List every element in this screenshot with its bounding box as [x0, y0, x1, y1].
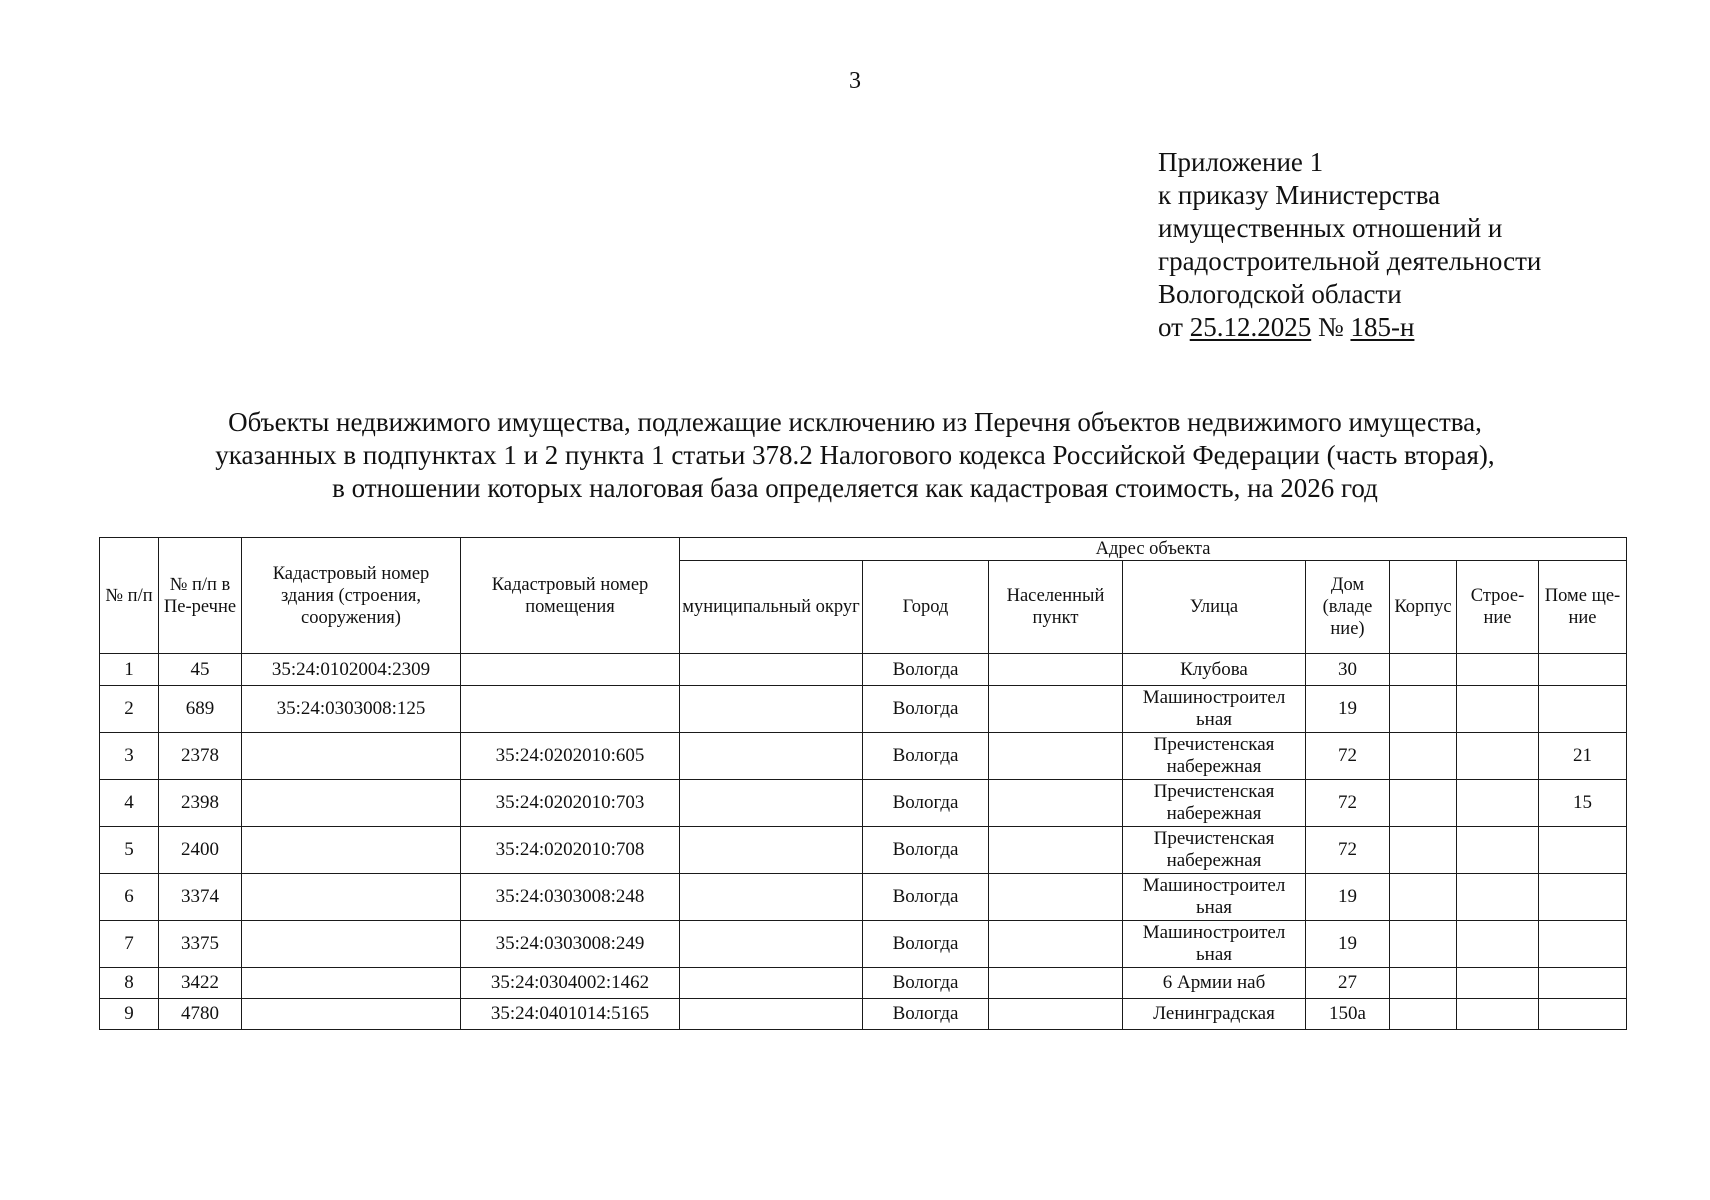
cell-pomeshchenie	[1539, 827, 1627, 874]
cell-city: Вологда	[863, 921, 989, 968]
cell-street: Машиностроител ьная	[1123, 921, 1306, 968]
cell-settlement	[989, 968, 1123, 999]
cell-stroenie	[1457, 733, 1539, 780]
cell-korpus	[1390, 686, 1457, 733]
cell-house: 19	[1306, 686, 1390, 733]
cell-municipal	[680, 733, 863, 780]
cell-pomeshchenie	[1539, 874, 1627, 921]
cell-settlement	[989, 874, 1123, 921]
title-line: указанных в подпунктах 1 и 2 пункта 1 статьи 378.2 Налогового кодекса Российской Федерации (часть вторая),	[215, 440, 1495, 470]
header-street: Улица	[1123, 561, 1306, 654]
cell-street: Ленинградская	[1123, 999, 1306, 1030]
cell-city: Вологда	[863, 874, 989, 921]
cell-room-cadastral: 35:24:0303008:248	[461, 874, 680, 921]
cell-pomeshchenie	[1539, 654, 1627, 686]
cell-list-num: 3422	[159, 968, 242, 999]
cell-pomeshchenie	[1539, 999, 1627, 1030]
cell-room-cadastral: 35:24:0401014:5165	[461, 999, 680, 1030]
cell-num: 8	[100, 968, 159, 999]
cell-house: 30	[1306, 654, 1390, 686]
cell-house: 19	[1306, 874, 1390, 921]
cell-num: 3	[100, 733, 159, 780]
header-stroenie: Строе-ние	[1457, 561, 1539, 654]
cell-num: 1	[100, 654, 159, 686]
cell-city: Вологда	[863, 999, 989, 1030]
appendix-date-line	[1158, 311, 1541, 344]
title-line: в отношении которых налоговая база определяется как кадастровая стоимость, на 2026 год	[332, 473, 1378, 503]
appendix-line: Приложение 1	[1158, 147, 1324, 177]
cell-list-num: 4780	[159, 999, 242, 1030]
cell-settlement	[989, 733, 1123, 780]
cell-korpus	[1390, 780, 1457, 827]
cell-settlement	[989, 921, 1123, 968]
cell-house: 150а	[1306, 999, 1390, 1030]
property-table	[99, 537, 1627, 1030]
cell-list-num: 2398	[159, 780, 242, 827]
appendix-block	[1158, 146, 1541, 344]
cell-house: 19	[1306, 921, 1390, 968]
appendix-line: градостроительной деятельности	[1158, 246, 1542, 276]
cell-korpus	[1390, 733, 1457, 780]
cell-pomeshchenie: 15	[1539, 780, 1627, 827]
cell-building-cadastral	[242, 874, 461, 921]
cell-room-cadastral: 35:24:0303008:249	[461, 921, 680, 968]
cell-house: 72	[1306, 780, 1390, 827]
cell-municipal	[680, 827, 863, 874]
title-line: Объекты недвижимого имущества, подлежащие исключению из Перечня объектов недвижимого имущества,	[228, 407, 1482, 437]
cell-building-cadastral: 35:24:0102004:2309	[242, 654, 461, 686]
table-row	[100, 921, 1627, 968]
cell-stroenie	[1457, 999, 1539, 1030]
cell-city: Вологда	[863, 733, 989, 780]
cell-room-cadastral: 35:24:0202010:703	[461, 780, 680, 827]
cell-city: Вологда	[863, 654, 989, 686]
table-row	[100, 999, 1627, 1030]
cell-room-cadastral: 35:24:0202010:708	[461, 827, 680, 874]
appendix-line: к приказу Министерства	[1158, 180, 1441, 210]
cell-korpus	[1390, 827, 1457, 874]
cell-num: 4	[100, 780, 159, 827]
header-address-group: Адрес объекта	[680, 538, 1627, 561]
cell-street: Пречистенская набережная	[1123, 827, 1306, 874]
cell-room-cadastral: 35:24:0304002:1462	[461, 968, 680, 999]
number-prefix: №	[1311, 312, 1351, 342]
cell-street: Пречистенская набережная	[1123, 733, 1306, 780]
cell-municipal	[680, 654, 863, 686]
header-municipal: муниципальный округ	[680, 561, 863, 654]
table-row	[100, 827, 1627, 874]
cell-municipal	[680, 999, 863, 1030]
cell-stroenie	[1457, 968, 1539, 999]
cell-settlement	[989, 686, 1123, 733]
cell-room-cadastral: 35:24:0202010:605	[461, 733, 680, 780]
cell-building-cadastral	[242, 733, 461, 780]
cell-pomeshchenie: 21	[1539, 733, 1627, 780]
cell-korpus	[1390, 999, 1457, 1030]
cell-korpus	[1390, 874, 1457, 921]
cell-city: Вологда	[863, 827, 989, 874]
cell-num: 7	[100, 921, 159, 968]
header-room-cadastral: Кадастровый номер помещения	[461, 538, 680, 654]
cell-stroenie	[1457, 780, 1539, 827]
cell-street: Машиностроител ьная	[1123, 874, 1306, 921]
cell-korpus	[1390, 968, 1457, 999]
cell-municipal	[680, 874, 863, 921]
cell-settlement	[989, 827, 1123, 874]
appendix-line: имущественных отношений и	[1158, 213, 1503, 243]
cell-pomeshchenie	[1539, 921, 1627, 968]
cell-building-cadastral	[242, 780, 461, 827]
table-row	[100, 654, 1627, 686]
cell-building-cadastral	[242, 999, 461, 1030]
order-date: 25.12.2025	[1189, 312, 1312, 342]
cell-building-cadastral: 35:24:0303008:125	[242, 686, 461, 733]
cell-city: Вологда	[863, 686, 989, 733]
table-row	[100, 733, 1627, 780]
cell-pomeshchenie	[1539, 686, 1627, 733]
cell-settlement	[989, 780, 1123, 827]
table-row	[100, 686, 1627, 733]
cell-list-num: 45	[159, 654, 242, 686]
cell-settlement	[989, 654, 1123, 686]
appendix-line: Вологодской области	[1158, 279, 1402, 309]
cell-stroenie	[1457, 827, 1539, 874]
cell-list-num: 3375	[159, 921, 242, 968]
cell-building-cadastral	[242, 921, 461, 968]
cell-korpus	[1390, 654, 1457, 686]
header-building-cadastral: Кадастровый номер здания (строения, сооружения)	[242, 538, 461, 654]
header-settlement: Населенный пункт	[989, 561, 1123, 654]
header-pomeshchenie: Поме ще-ние	[1539, 561, 1627, 654]
date-prefix: от	[1158, 312, 1190, 342]
cell-municipal	[680, 921, 863, 968]
cell-street: Пречистенская набережная	[1123, 780, 1306, 827]
table-row	[100, 780, 1627, 827]
cell-building-cadastral	[242, 968, 461, 999]
cell-room-cadastral	[461, 686, 680, 733]
cell-municipal	[680, 686, 863, 733]
page-number: 3	[849, 68, 861, 94]
cell-building-cadastral	[242, 827, 461, 874]
header-num: № п/п	[100, 538, 159, 654]
cell-settlement	[989, 999, 1123, 1030]
cell-list-num: 2378	[159, 733, 242, 780]
header-korpus: Корпус	[1390, 561, 1457, 654]
cell-num: 6	[100, 874, 159, 921]
cell-city: Вологда	[863, 780, 989, 827]
cell-list-num: 689	[159, 686, 242, 733]
cell-stroenie	[1457, 921, 1539, 968]
cell-city: Вологда	[863, 968, 989, 999]
cell-list-num: 2400	[159, 827, 242, 874]
header-list-num: № п/п в Пе-речне	[159, 538, 242, 654]
table-row	[100, 874, 1627, 921]
cell-korpus	[1390, 921, 1457, 968]
order-number: 185-н	[1350, 312, 1415, 342]
cell-pomeshchenie	[1539, 968, 1627, 999]
header-house: Дом (владе ние)	[1306, 561, 1390, 654]
cell-stroenie	[1457, 874, 1539, 921]
cell-num: 5	[100, 827, 159, 874]
cell-room-cadastral	[461, 654, 680, 686]
cell-street: Клубова	[1123, 654, 1306, 686]
cell-stroenie	[1457, 654, 1539, 686]
cell-municipal	[680, 968, 863, 999]
cell-house: 72	[1306, 733, 1390, 780]
cell-list-num: 3374	[159, 874, 242, 921]
table-row	[100, 968, 1627, 999]
document-title	[0, 406, 1710, 505]
cell-street: 6 Армии наб	[1123, 968, 1306, 999]
cell-municipal	[680, 780, 863, 827]
cell-house: 27	[1306, 968, 1390, 999]
cell-num: 9	[100, 999, 159, 1030]
cell-house: 72	[1306, 827, 1390, 874]
header-city: Город	[863, 561, 989, 654]
cell-stroenie	[1457, 686, 1539, 733]
cell-street: Машиностроител ьная	[1123, 686, 1306, 733]
cell-num: 2	[100, 686, 159, 733]
